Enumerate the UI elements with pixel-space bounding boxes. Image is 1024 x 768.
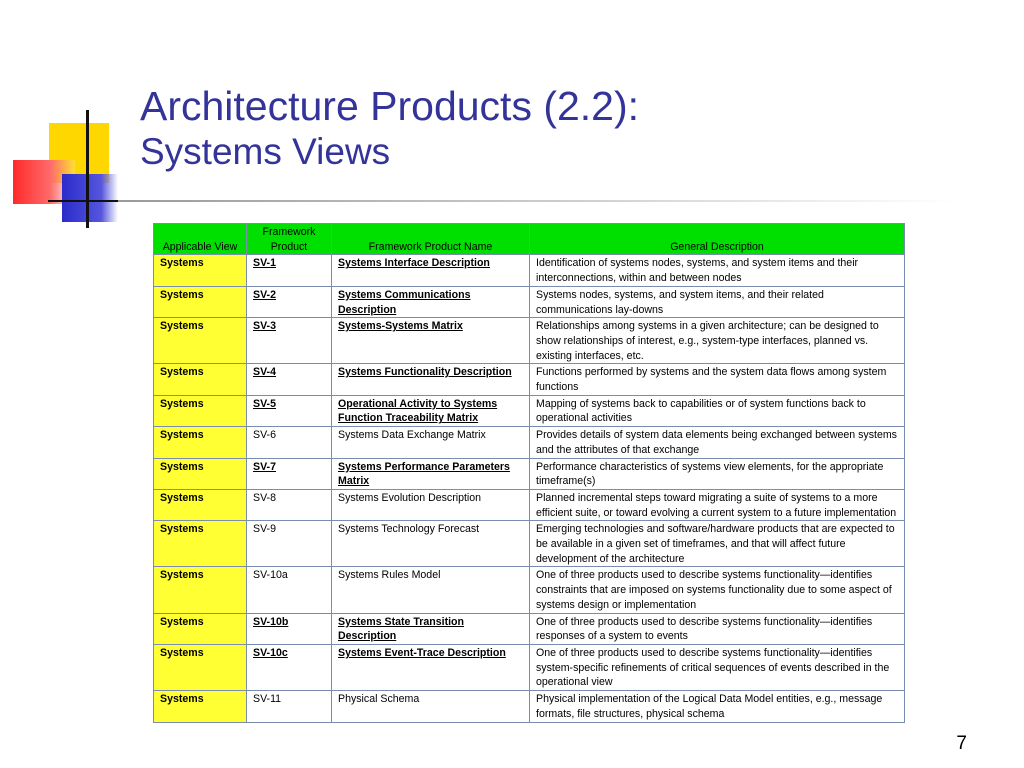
cell-framework-product-link[interactable]: SV-3 [253, 320, 276, 333]
cell-applicable-view: Systems [154, 567, 247, 613]
cell-framework-product-link[interactable]: SV-7 [253, 460, 276, 473]
table-row [154, 427, 905, 458]
table-row [154, 395, 905, 426]
cell-framework-product [247, 286, 332, 317]
cell-applicable-view: Systems [154, 318, 247, 364]
cell-product-name [332, 286, 530, 317]
cell-general-description: Functions performed by systems and the system data flows among system functions [530, 364, 905, 395]
table-row [154, 364, 905, 395]
cell-framework-product-link[interactable]: SV-4 [253, 366, 276, 379]
cell-framework-product: SV-6 [247, 427, 332, 458]
slide-title [140, 82, 639, 174]
cell-product-name-link[interactable]: Systems Interface Description [338, 257, 490, 270]
cell-framework-product [247, 613, 332, 644]
cell-product-name-link[interactable]: Systems Event-Trace Description [338, 646, 506, 659]
cell-applicable-view: Systems [154, 458, 247, 489]
cell-framework-product [247, 458, 332, 489]
page-number: 7 [956, 733, 967, 754]
table-row [154, 255, 905, 286]
decor-blue-square [62, 174, 118, 222]
cell-product-name [332, 458, 530, 489]
cell-general-description: Identification of systems nodes, systems, and system items and their interconnections, within and between nodes [530, 255, 905, 286]
table-row [154, 613, 905, 644]
cell-framework-product-link[interactable]: SV-1 [253, 257, 276, 270]
table-row [154, 644, 905, 690]
cell-general-description: Systems nodes, systems, and system items, and their related communications lay-downs [530, 286, 905, 317]
cell-applicable-view: Systems [154, 286, 247, 317]
decor-horizontal-line [48, 200, 128, 202]
cell-product-name-link[interactable]: Operational Activity to Systems Function Traceability Matrix [338, 397, 498, 425]
cell-product-name-link[interactable]: Systems Functionality Description [338, 366, 512, 379]
cell-product-name-link[interactable]: Systems Performance Parameters Matrix [338, 460, 510, 488]
cell-applicable-view: Systems [154, 364, 247, 395]
cell-applicable-view: Systems [154, 691, 247, 722]
cell-framework-product-link[interactable]: SV-10c [253, 646, 288, 659]
cell-general-description: One of three products used to describe systems functionality—identifies constraints that are imposed on systems functionality due to some aspect of systems design or implementation [530, 567, 905, 613]
cell-applicable-view: Systems [154, 427, 247, 458]
systems-views-table [153, 223, 905, 723]
cell-applicable-view: Systems [154, 521, 247, 567]
cell-applicable-view: Systems [154, 489, 247, 520]
header-framework-product: Framework Product [247, 224, 332, 255]
cell-framework-product-link[interactable]: SV-5 [253, 397, 276, 410]
table-header-row [154, 224, 905, 255]
cell-product-name: Systems Data Exchange Matrix [332, 427, 530, 458]
cell-applicable-view: Systems [154, 644, 247, 690]
cell-product-name: Systems Rules Model [332, 567, 530, 613]
cell-product-name: Physical Schema [332, 691, 530, 722]
cell-general-description: Physical implementation of the Logical Data Model entities, e.g., message formats, file structures, physical schema [530, 691, 905, 722]
cell-product-name: Systems Technology Forecast [332, 521, 530, 567]
cell-framework-product: SV-8 [247, 489, 332, 520]
table-row [154, 458, 905, 489]
header-applicable-view: Applicable View [154, 224, 247, 255]
cell-product-name [332, 255, 530, 286]
cell-framework-product [247, 364, 332, 395]
cell-product-name-link[interactable]: Systems Communications Description [338, 288, 471, 316]
title-underline [118, 200, 958, 202]
table-row [154, 286, 905, 317]
header-framework-product-name: Framework Product Name [332, 224, 530, 255]
cell-general-description: Provides details of system data elements being exchanged between systems and the attributes of that exchange [530, 427, 905, 458]
header-general-description: General Description [530, 224, 905, 255]
decor-vertical-line [86, 110, 89, 228]
cell-applicable-view: Systems [154, 255, 247, 286]
cell-applicable-view: Systems [154, 395, 247, 426]
cell-general-description: Performance characteristics of systems view elements, for the appropriate timeframe(s) [530, 458, 905, 489]
cell-product-name [332, 364, 530, 395]
cell-framework-product: SV-9 [247, 521, 332, 567]
table-row [154, 318, 905, 364]
cell-product-name [332, 644, 530, 690]
cell-applicable-view: Systems [154, 613, 247, 644]
cell-framework-product-link[interactable]: SV-10b [253, 615, 289, 628]
cell-general-description: Mapping of systems back to capabilities or of system functions back to operational activities [530, 395, 905, 426]
slide-title-line2: Systems Views [140, 131, 391, 172]
cell-framework-product: SV-11 [247, 691, 332, 722]
cell-framework-product [247, 395, 332, 426]
cell-framework-product-link[interactable]: SV-2 [253, 288, 276, 301]
cell-framework-product: SV-10a [247, 567, 332, 613]
cell-general-description: One of three products used to describe systems functionality—identifies system-specific refinements of critical sequences of events described in the operational view [530, 644, 905, 690]
cell-product-name-link[interactable]: Systems State Transition Description [338, 615, 464, 643]
cell-product-name: Systems Evolution Description [332, 489, 530, 520]
table-row [154, 567, 905, 613]
table-row [154, 489, 905, 520]
table-row [154, 691, 905, 722]
cell-general-description: Relationships among systems in a given architecture; can be designed to show relationships of interest, e.g., system-type interfaces, planned vs. existing interfaces, etc. [530, 318, 905, 364]
cell-product-name [332, 395, 530, 426]
cell-framework-product [247, 255, 332, 286]
cell-product-name [332, 318, 530, 364]
cell-general-description: Planned incremental steps toward migrating a suite of systems to a more efficient suite, or toward evolving a current system to a future implementation [530, 489, 905, 520]
cell-product-name-link[interactable]: Systems-Systems Matrix [338, 320, 463, 333]
cell-framework-product [247, 644, 332, 690]
slide-title-line1: Architecture Products (2.2): [140, 83, 640, 129]
cell-general-description: One of three products used to describe systems functionality—identifies responses of a system to events [530, 613, 905, 644]
cell-general-description: Emerging technologies and software/hardware products that are expected to be available in a given set of timeframes, and that will affect future development of the architecture [530, 521, 905, 567]
table-row [154, 521, 905, 567]
cell-framework-product [247, 318, 332, 364]
cell-product-name [332, 613, 530, 644]
